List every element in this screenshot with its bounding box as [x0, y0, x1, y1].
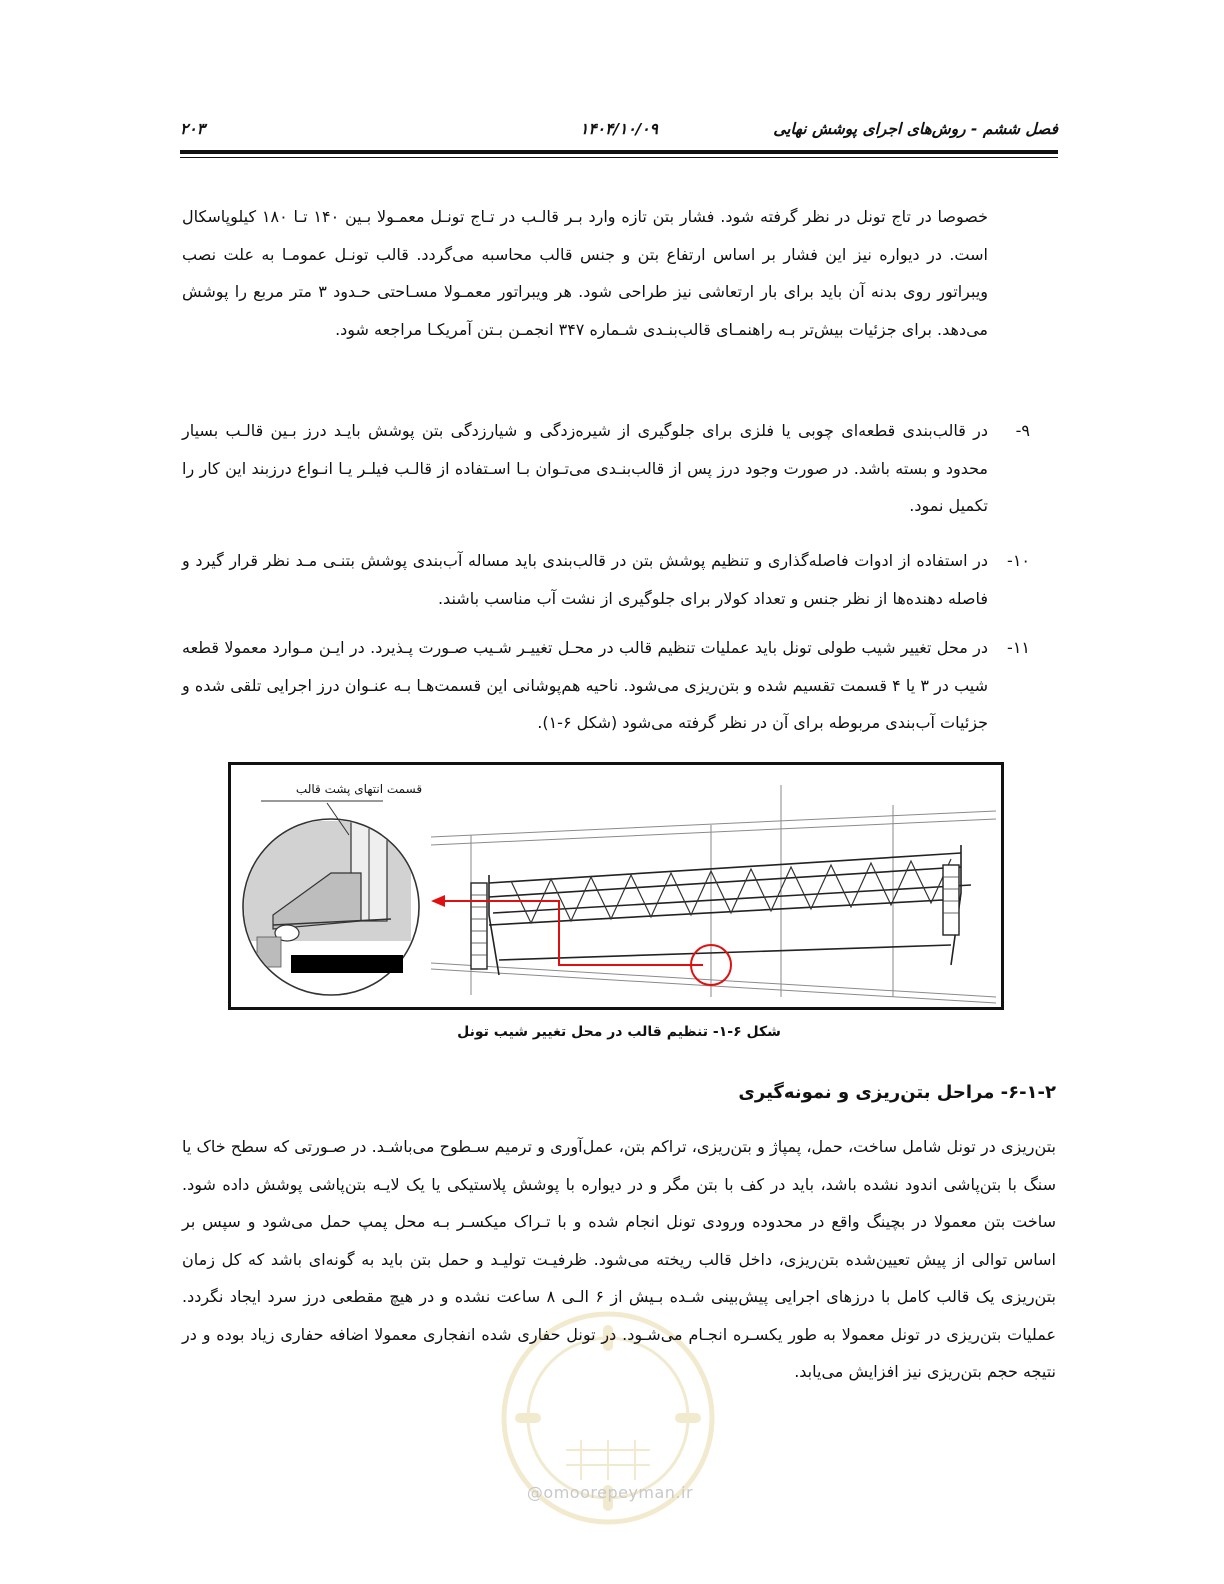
- figure-tunnel-formwork: [228, 762, 1004, 1010]
- section-heading: ۶-۱-۲- مراحل بتن‌ریزی و نمونه‌گیری: [738, 1082, 1056, 1103]
- page-header: [180, 118, 1058, 148]
- page-number: ۲۰۳: [180, 120, 205, 138]
- list-item-text: در قالب‌بندی قطعه‌ای چوبی یا فلزی برای جلوگیری از شیره‌زدگی و شیارزدگی بتن پوشش بایـد درز بـین قالـب بسیار محدود و بسته باشد. در صورت وجود درز پس از قالب‌بنـدی می‌تـوان بـا اسـتفاده از قالـب فیلـر یـا انـواع درزبند این کار را تکمیل نمود.: [182, 421, 988, 515]
- list-item: [182, 629, 1030, 742]
- header-rule-thick: [180, 150, 1058, 154]
- header-date: ۱۴۰۴/۱۰/۰۹: [580, 120, 658, 138]
- formwork-drawing: [231, 765, 1001, 1007]
- list-item-text: در استفاده از ادوات فاصله‌گذاری و تنظیم پوشش بتن در قالب‌بندی باید مساله آب‌بندی پوشش بتنـی مـد نظر قرار گیرد و فاصله دهنده‌ها از نظر جنس و تعداد کولار برای جلوگیری از نشت آب مناسب باشند.: [182, 551, 988, 608]
- list-item: [182, 542, 1030, 617]
- callout-label: قسمت انتهای پشت قالب: [295, 782, 423, 796]
- list-item-text: در محل تغییر شیب طولی تونل باید عملیات تنظیم قالب در محـل تغییـر شـیب صـورت پـذیرد. در ایـن مـوارد معمولا قطعه شیب در ۳ یا ۴ قسمت تقسیم شده و بتن‌ریزی می‌شود. ناحیه هم‌پوشانی این قسمت‌هـا بـه عنـوان درز اجرایی تلقی شده و جزئیات آب‌بندی مربوطه برای آن در نظر گرفته می‌شود (شکل ۶-۱).: [182, 638, 989, 732]
- chapter-title: فصل ششم - روش‌های اجرای پوشش نهایی: [773, 120, 1058, 138]
- body-paragraph: بتن‌ریزی در تونل شامل ساخت، حمل، پمپاژ و بتن‌ریزی، تراکم بتن، عمل‌آوری و ترمیم سـطوح می‌باشـد. در صـورتی که سطح خاک یا سنگ با بتن‌پاشی اندود نشده باشد، باید در کف با بتن مگر و در دیواره با پوشش پلاستیکی یا یک لایـه بتن‌پاشی پوشش داده شود. ساخت بتن معمولا در بچینگ واقع در محدوده ورودی تونل انجام شده و با تـراک میکسـر بـه محل پمپ حمل می‌شود و سپس بر اساس توالی از پیش تعیین‌شده بتن‌ریزی، داخل قالب ریخته می‌شود. ظرفیـت تولیـد و حمل بتن باید به گونه‌ای باشد که کل زمان بتن‌ریزی یک قالب کامل با درزهای اجرایی پیش‌بینی شـده بـیش از ۶ الـی ۸ ساعت نشده و در هیچ مقطعی درز سرد ایجاد نگردد. عملیات بتن‌ریزی در تونل معمولا به طور یکسـره انجـام می‌شـود. در تونل حفاری شده انفجاری معمولا اضافه حفاری زیاد بوده و در نتیجه حجم بتن‌ریزی نیز افزایش می‌یابد.: [182, 1137, 1057, 1381]
- list-item: [182, 412, 1030, 525]
- body-paragraph-continued: خصوصا در تاج تونل در نظر گرفته شود. فشار بتن تازه وارد بـر قالـب در تـاج تونـل معمـولا بـین ۱۴۰ تـا ۱۸۰ کیلوپاسکال است. در دیواره نیز این فشار بر اساس ارتفاع بتن و جنس قالب محاسبه می‌گردد. قالب تونـل عمومـا به علت نصب ویبراتور روی بدنه آن باید برای بار ارتعاشی نیز طراحی شود. هر ویبراتور معمـولا مسـاحتی حـدود ۳ متر مربع را پوشش می‌دهد. برای جزئیات بیش‌تر بـه راهنمـای قالب‌بنـدی شـماره ۳۴۷ انجمـن بـتن آمریکـا مراجعه شود.: [182, 207, 989, 339]
- figure-caption: شکل ۶-۱- تنظیم قالب در محل تغییر شیب تونل: [457, 1024, 781, 1040]
- list-item-number: ۱۱-: [1007, 638, 1030, 657]
- list-item-number: ۹-: [1015, 421, 1030, 440]
- watermark-url: @omoorepeyman.ir: [526, 1483, 694, 1502]
- header-rule-thin: [180, 157, 1058, 158]
- list-item-number: ۱۰-: [1007, 551, 1030, 570]
